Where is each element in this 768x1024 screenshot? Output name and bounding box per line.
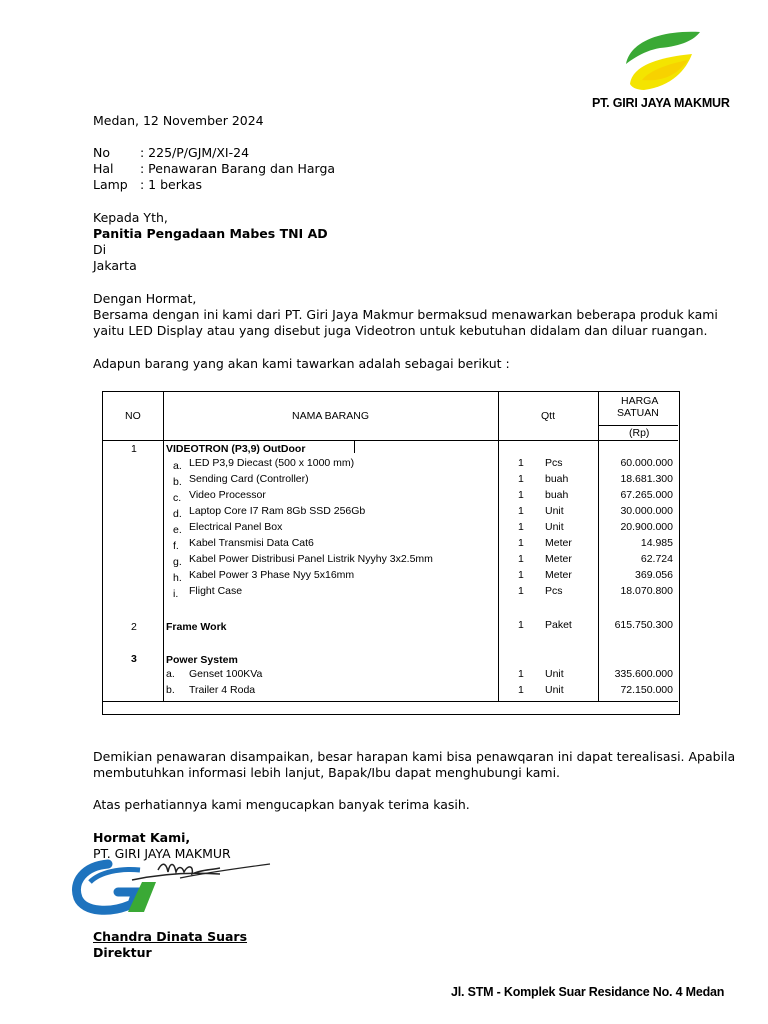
intro-line-1: Bersama dengan ini kami dari PT. Giri Jaya Makmur bermaksud menawarkan beberapa produk kami [93, 307, 718, 322]
meta-label-hal: Hal [93, 161, 114, 176]
item-name: Kabel Power 3 Phase Nyy 5x16mm [189, 569, 355, 581]
signer-name: Chandra Dinata Suars [93, 929, 248, 944]
item-unit: Unit [545, 521, 564, 533]
group-no: 1 [131, 443, 137, 455]
item-letter: d. [173, 508, 182, 520]
meta-value-no: : 225/P/GJM/XI-24 [140, 145, 250, 160]
meta-label-lamp: Lamp [93, 177, 128, 192]
item-unit: Meter [545, 553, 572, 565]
item-name: Genset 100KVa [189, 668, 263, 680]
item-name: Sending Card (Controller) [189, 473, 309, 485]
item-price: 14.985 [640, 537, 673, 549]
closing-line-1: Demikian penawaran disampaikan, besar harapan kami bisa penawqaran ini dapat terealisasi. Apabila [93, 749, 736, 764]
thanks-line: Atas perhatiannya kami mengucapkan banyak terima kasih. [93, 797, 470, 812]
item-name: Laptop Core I7 Ram 8Gb SSD 256Gb [189, 505, 366, 517]
item-name: Video Processor [189, 489, 266, 501]
item-unit: Unit [545, 684, 564, 696]
item-letter: e. [173, 524, 182, 536]
item-name: Kabel Transmisi Data Cat6 [189, 537, 314, 549]
item-price: 30.000.000 [620, 505, 673, 517]
item-qty: 1 [518, 489, 524, 501]
item-letter: g. [173, 556, 182, 568]
regards: Hormat Kami, [93, 830, 191, 845]
item-letter: h. [173, 572, 182, 584]
item-price: 60.000.000 [620, 457, 673, 469]
item-qty: 1 [518, 521, 524, 533]
item-name: Flight Case [189, 585, 243, 597]
item-letter: b. [166, 684, 175, 696]
item-qty: 1 [518, 505, 524, 517]
group-price: 615.750.300 [614, 619, 673, 631]
company-sign: PT. GIRI JAYA MAKMUR [93, 846, 231, 861]
group-title: VIDEOTRON (P3,9) OutDoor [166, 443, 306, 455]
header-price-unit: (Rp) [629, 427, 650, 439]
item-price: 20.900.000 [620, 521, 673, 533]
meta-value-lamp: : 1 berkas [140, 177, 203, 192]
intro-line-3: Adapun barang yang akan kami tawarkan adalah sebagai berikut : [93, 356, 510, 371]
closing-line-2: membutuhkan informasi lebih lanjut, Bapak/Ibu dapat menghubungi kami. [93, 765, 561, 780]
recipient-city: Jakarta [93, 258, 137, 273]
item-unit: Unit [545, 505, 564, 517]
item-price: 18.681.300 [620, 473, 673, 485]
item-unit: Pcs [545, 457, 563, 469]
to-line: Kepada Yth, [93, 210, 168, 225]
item-qty: 1 [518, 537, 524, 549]
item-unit: Meter [545, 537, 572, 549]
item-letter: i. [173, 588, 179, 600]
item-name: Electrical Panel Box [189, 521, 283, 533]
intro-line-2: yaitu LED Display atau yang disebut juga Videotron untuk kebutuhan didalam dan diluar ruangan. [93, 323, 708, 338]
item-unit: buah [545, 489, 569, 501]
item-letter: b. [173, 476, 182, 488]
item-name: Kabel Power Distribusi Panel Listrik Nyyhy 3x2.5mm [189, 553, 433, 565]
item-unit: Pcs [545, 585, 563, 597]
item-qty: 1 [518, 684, 524, 696]
recipient: Panitia Pengadaan Mabes TNI AD [93, 226, 328, 241]
item-unit: Unit [545, 668, 564, 680]
offer-table [102, 391, 680, 715]
header-price-2: SATUAN [617, 407, 659, 419]
item-letter: a. [173, 460, 182, 472]
group-unit: Paket [545, 619, 572, 631]
group-no: 2 [131, 621, 137, 633]
item-letter: f. [173, 540, 179, 552]
item-price: 18.070.800 [620, 585, 673, 597]
item-qty: 1 [518, 473, 524, 485]
item-name: Trailer 4 Roda [189, 684, 256, 696]
item-qty: 1 [518, 668, 524, 680]
signer-title: Direktur [93, 945, 152, 960]
item-price: 67.265.000 [620, 489, 673, 501]
item-unit: Meter [545, 569, 572, 581]
item-price: 62.724 [640, 553, 673, 565]
group-no: 3 [131, 653, 137, 665]
item-qty: 1 [518, 569, 524, 581]
item-letter: c. [173, 492, 182, 504]
group-title: Frame Work [166, 621, 227, 633]
meta-value-hal: : Penawaran Barang dan Harga [140, 161, 336, 176]
place-date: Medan, 12 November 2024 [93, 113, 264, 128]
footer-address: Jl. STM - Komplek Suar Residance No. 4 Medan [451, 985, 725, 999]
signature-stamp [70, 852, 275, 922]
company-name: PT. GIRI JAYA MAKMUR [592, 96, 730, 110]
item-qty: 1 [518, 553, 524, 565]
greeting: Dengan Hormat, [93, 291, 197, 306]
item-unit: buah [545, 473, 569, 485]
company-logo [620, 24, 706, 94]
item-price: 72.150.000 [620, 684, 673, 696]
item-price: 335.600.000 [614, 668, 673, 680]
item-qty: 1 [518, 457, 524, 469]
recipient-di: Di [93, 242, 107, 257]
item-letter: a. [166, 668, 175, 680]
group-title: Power System [166, 654, 238, 666]
header-name: NAMA BARANG [292, 410, 370, 422]
group-qty: 1 [518, 619, 524, 631]
item-name: LED P3,9 Diecast (500 x 1000 mm) [189, 457, 355, 469]
header-price-1: HARGA [621, 395, 659, 407]
meta-label-no: No [93, 145, 110, 160]
item-qty: 1 [518, 585, 524, 597]
header-qty: Qtt [541, 410, 556, 422]
header-no: NO [125, 410, 141, 422]
item-price: 369.056 [635, 569, 673, 581]
